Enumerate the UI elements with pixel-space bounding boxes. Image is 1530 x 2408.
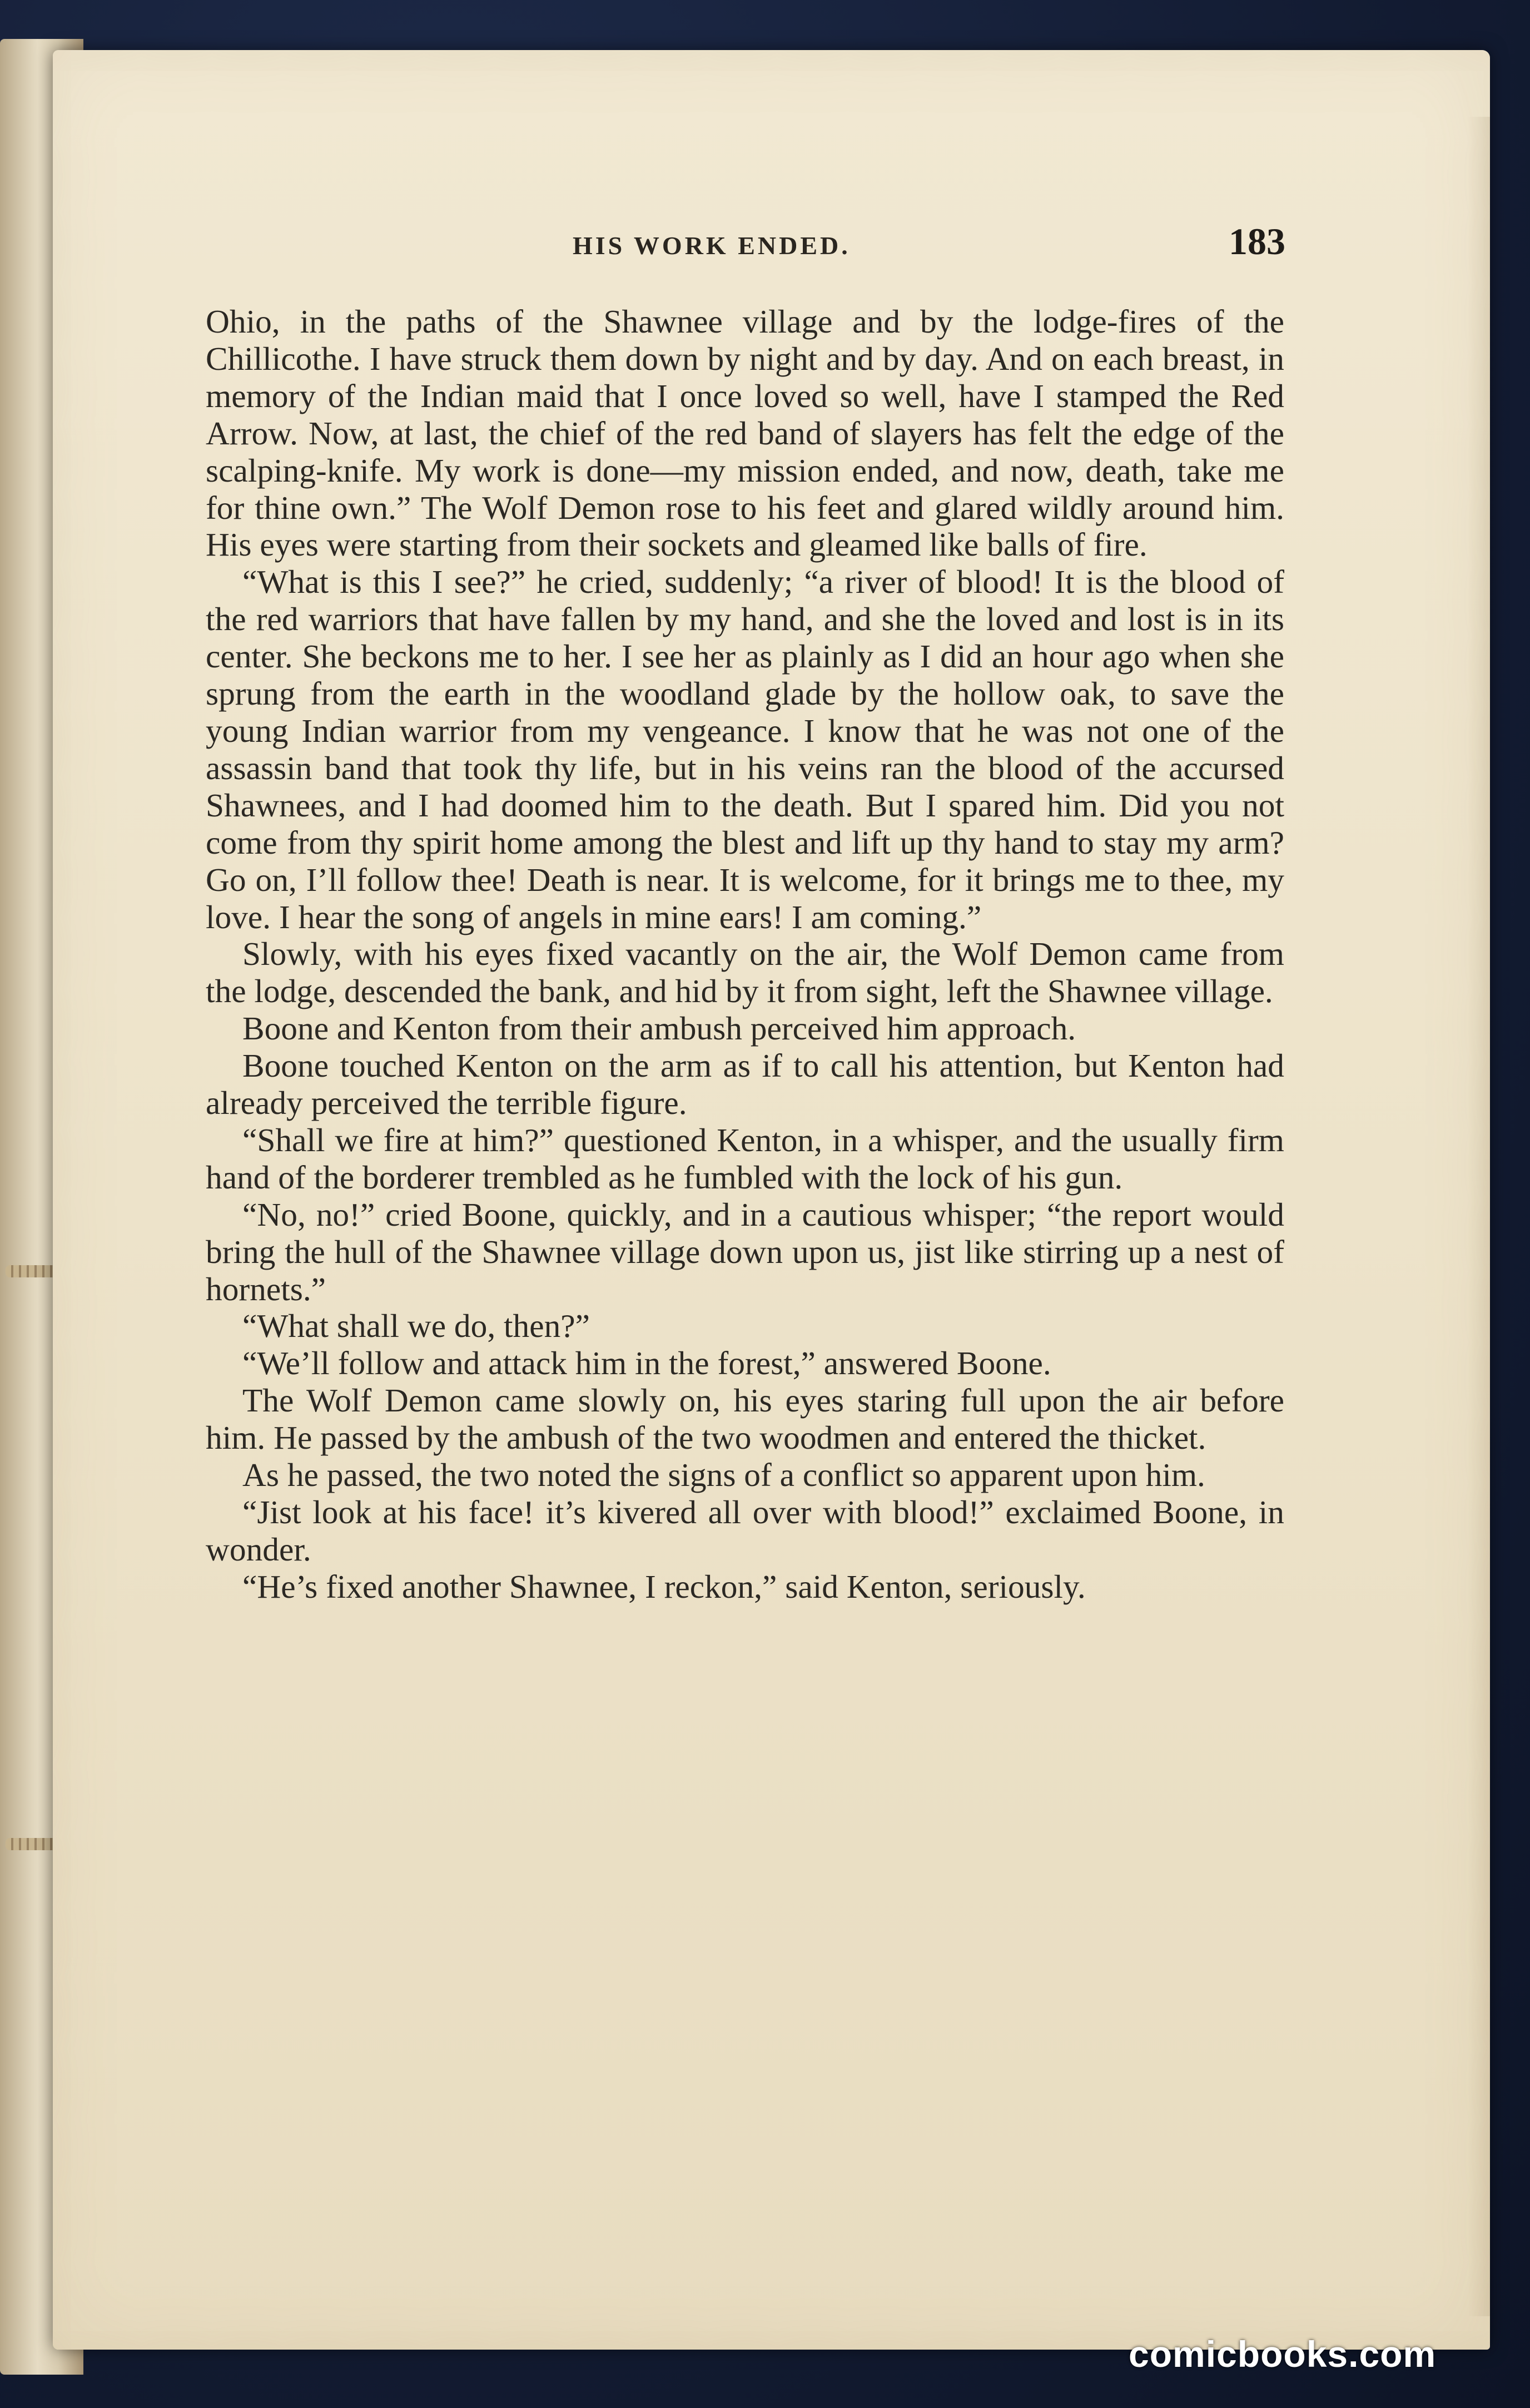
paragraph: Boone touched Kenton on the arm as if to call his attention, but Kenton had already perceived the terrible figure. [206,1047,1284,1122]
body-text [206,303,1284,1606]
paragraph: “What is this I see?” he cried, suddenly; “a river of blood! It is the blood of the red warriors that have fallen by my hand, and she the loved and lost is in its center. She beckons me to her. I see her as plainly as I did an hour ago when she sprung from the earth in the woodland glade by the hollow oak, to save the young Indian warrior from my vengeance. I know that he was not one of the assassin band that took thy life, but in his veins ran the blood of the accursed Shawnees, and I had doomed him to the death. But I spared him. Did you not come from thy spirit home among the blest and lift up thy hand to stay my arm? Go on, I’ll follow thee! Death is near. It is welcome, for it brings me to thee, my love. I hear the song of angels in mine ears! I am coming.” [206,563,1284,935]
running-head: HIS WORK ENDED. [573,231,851,260]
paragraph: “We’ll follow and attack him in the forest,” answered Boone. [242,1345,1051,1382]
page-number: 183 [1229,220,1285,262]
paragraph: “Jist look at his face! it’s kivered all over with blood!” exclaimed Boone, in wonder. [206,1494,1284,1568]
paragraph: “No, no!” cried Boone, quickly, and in a cautious whisper; “the report would bring the hull of the Shawnee village down upon us, jist like stirring up a nest of hornets.” [206,1196,1284,1307]
paragraph: Slowly, with his eyes fixed vacantly on the air, the Wolf Demon came from the lodge, descended the bank, and hid by it from sight, left the Shawnee village. [206,935,1284,1010]
page-edge-shading [1468,117,1490,2316]
watermark: comicbooks.com [1129,2333,1437,2375]
paragraph: Ohio, in the paths of the Shawnee village and by the lodge-fires of the Chillicothe. I have struck them down by night and by day. And on each breast, in memory of the Indian maid that I once loved so well, have I stamped the Red Arrow. Now, at last, the chief of the red band of slayers has felt the edge of the scalping-knife. My work is done—my mission ended, and now, death, take me for thine own.” The Wolf Demon rose to his feet and glared wildly around him. His eyes were starting from their sockets and gleamed like balls of fire. [206,303,1284,563]
paragraph: Boone and Kenton from their ambush perceived him approach. [242,1010,1076,1047]
paragraph: “Shall we fire at him?” questioned Kenton, in a whisper, and the usually firm hand of the borderer trembled as he fumbled with the lock of his gun. [206,1121,1284,1196]
paragraph: “What shall we do, then?” [242,1307,590,1345]
paragraph: The Wolf Demon came slowly on, his eyes staring full upon the air before him. He passed by the ambush of the two woodmen and entered the thicket. [206,1382,1284,1456]
paragraph: As he passed, the two noted the signs of a conflict so apparent upon him. [242,1456,1205,1494]
paragraph: “He’s fixed another Shawnee, I reckon,” said Kenton, seriously. [242,1568,1086,1605]
